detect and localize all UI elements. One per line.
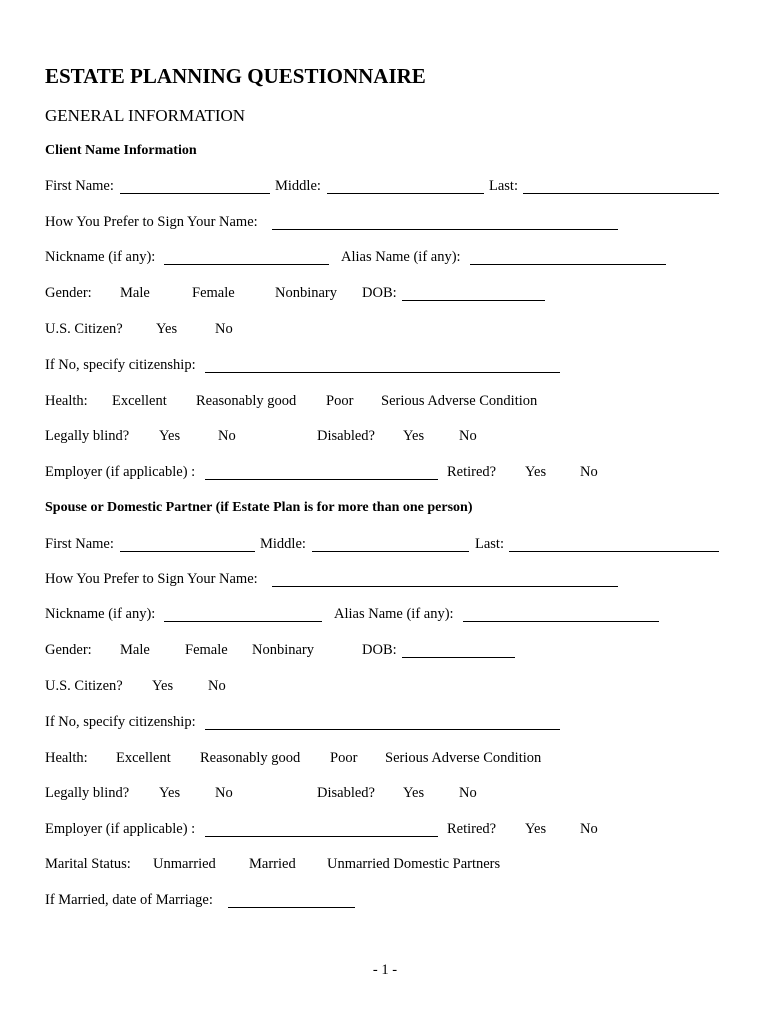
client-first-name-label: First Name: (45, 178, 114, 194)
client-gender-nonbinary[interactable]: Nonbinary (275, 285, 338, 301)
client-employer-label: Employer (if applicable) : (45, 464, 196, 480)
client-retired-label: Retired? (447, 464, 497, 480)
spouse-middle-label: Middle: (260, 536, 306, 552)
spouse-middle-field[interactable] (312, 551, 469, 552)
marital-unmarried[interactable]: Unmarried (153, 856, 216, 872)
spouse-last-label: Last: (475, 536, 504, 552)
spouse-gender-label: Gender: (45, 642, 92, 658)
client-specify-citizenship-field[interactable] (205, 372, 560, 373)
page-number: - 1 - (372, 962, 398, 978)
spouse-citizen-yes[interactable]: Yes (152, 678, 174, 694)
client-nickname-field[interactable] (164, 264, 329, 265)
marriage-date-label: If Married, date of Marriage: (45, 892, 213, 908)
spouse-employer-field[interactable] (205, 836, 438, 837)
spouse-health-label: Health: (45, 750, 88, 766)
client-alias-label: Alias Name (if any): (341, 249, 461, 265)
client-blind-label: Legally blind? (45, 428, 130, 444)
spouse-heading: Spouse or Domestic Partner (if Estate Plan is for more than one person) (45, 500, 473, 515)
client-sign-name-label: How You Prefer to Sign Your Name: (45, 214, 258, 230)
client-last-label: Last: (489, 178, 518, 194)
marital-status-label: Marital Status: (45, 856, 131, 872)
client-health-reasonably-good[interactable]: Reasonably good (196, 393, 297, 409)
client-sign-name-field[interactable] (272, 229, 618, 230)
spouse-dob-field[interactable] (402, 657, 515, 658)
spouse-health-serious[interactable]: Serious Adverse Condition (385, 750, 542, 766)
spouse-last-field[interactable] (509, 551, 719, 552)
spouse-nickname-label: Nickname (if any): (45, 606, 156, 622)
spouse-sign-name-field[interactable] (272, 586, 618, 587)
spouse-employer-label: Employer (if applicable) : (45, 821, 196, 837)
client-alias-field[interactable] (470, 264, 666, 265)
spouse-citizen-label: U.S. Citizen? (45, 678, 123, 694)
spouse-sign-name-label: How You Prefer to Sign Your Name: (45, 571, 258, 587)
client-disabled-no[interactable]: No (459, 428, 477, 444)
client-middle-field[interactable] (327, 193, 484, 194)
client-first-name-field[interactable] (120, 193, 270, 194)
spouse-gender-nonbinary[interactable]: Nonbinary (252, 642, 315, 658)
spouse-citizen-no[interactable]: No (208, 678, 226, 694)
client-middle-label: Middle: (275, 178, 321, 194)
client-gender-female[interactable]: Female (192, 285, 235, 301)
client-health-label: Health: (45, 393, 88, 409)
marital-married[interactable]: Married (249, 856, 296, 872)
client-blind-no[interactable]: No (218, 428, 236, 444)
spouse-retired-label: Retired? (447, 821, 497, 837)
spouse-disabled-yes[interactable]: Yes (403, 785, 425, 801)
spouse-disabled-label: Disabled? (317, 785, 375, 801)
client-retired-yes[interactable]: Yes (525, 464, 547, 480)
section-heading: GENERAL INFORMATION (45, 106, 246, 125)
client-citizen-yes[interactable]: Yes (156, 321, 178, 337)
spouse-dob-label: DOB: (362, 642, 397, 658)
client-nickname-label: Nickname (if any): (45, 249, 156, 265)
spouse-retired-yes[interactable]: Yes (525, 821, 547, 837)
spouse-blind-label: Legally blind? (45, 785, 130, 801)
client-gender-label: Gender: (45, 285, 92, 301)
page-title: ESTATE PLANNING QUESTIONNAIRE (45, 64, 426, 88)
marital-domestic-partners[interactable]: Unmarried Domestic Partners (327, 856, 501, 872)
client-citizen-label: U.S. Citizen? (45, 321, 123, 337)
client-retired-no[interactable]: No (580, 464, 598, 480)
client-dob-field[interactable] (402, 300, 545, 301)
spouse-nickname-field[interactable] (164, 621, 322, 622)
spouse-specify-citizenship-field[interactable] (205, 729, 560, 730)
spouse-blind-yes[interactable]: Yes (159, 785, 181, 801)
client-blind-yes[interactable]: Yes (159, 428, 181, 444)
client-disabled-yes[interactable]: Yes (403, 428, 425, 444)
spouse-alias-field[interactable] (463, 621, 659, 622)
client-last-field[interactable] (523, 193, 719, 194)
spouse-retired-no[interactable]: No (580, 821, 598, 837)
spouse-health-excellent[interactable]: Excellent (116, 750, 171, 766)
spouse-first-name-field[interactable] (120, 551, 255, 552)
spouse-gender-male[interactable]: Male (120, 642, 150, 658)
client-specify-citizenship-label: If No, specify citizenship: (45, 357, 196, 373)
spouse-gender-female[interactable]: Female (185, 642, 228, 658)
spouse-disabled-no[interactable]: No (459, 785, 477, 801)
client-employer-field[interactable] (205, 479, 438, 480)
spouse-health-reasonably-good[interactable]: Reasonably good (200, 750, 301, 766)
client-gender-male[interactable]: Male (120, 285, 150, 301)
client-health-excellent[interactable]: Excellent (112, 393, 167, 409)
spouse-first-name-label: First Name: (45, 536, 114, 552)
client-dob-label: DOB: (362, 285, 397, 301)
spouse-specify-citizenship-label: If No, specify citizenship: (45, 714, 196, 730)
spouse-alias-label: Alias Name (if any): (334, 606, 454, 622)
client-disabled-label: Disabled? (317, 428, 375, 444)
marriage-date-field[interactable] (228, 907, 355, 908)
spouse-health-poor[interactable]: Poor (330, 750, 358, 766)
spouse-blind-no[interactable]: No (215, 785, 233, 801)
client-citizen-no[interactable]: No (215, 321, 233, 337)
client-health-serious[interactable]: Serious Adverse Condition (381, 393, 538, 409)
client-heading: Client Name Information (45, 143, 197, 158)
client-health-poor[interactable]: Poor (326, 393, 354, 409)
